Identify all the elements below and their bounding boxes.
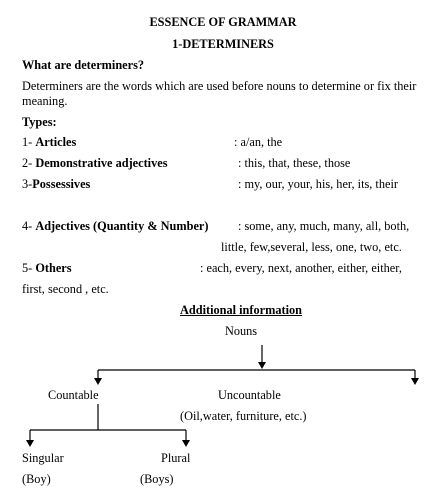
question-heading: What are determiners?: [22, 58, 145, 72]
definition-line-2: meaning.: [22, 94, 68, 108]
type-name: Demonstrative adjectives: [35, 156, 168, 170]
type-name: Articles: [35, 135, 77, 149]
tree-node-singular: Singular: [22, 451, 64, 465]
type-examples-adjectives-line2: little, few,several, less, one, two, etc.: [221, 240, 402, 254]
type-number: 3-: [22, 177, 33, 191]
tree-node-countable: Countable: [48, 388, 99, 402]
plural-example: (Boys): [140, 472, 174, 486]
type-examples-articles: : a/an, the: [234, 135, 283, 149]
definition-line-1: Determiners are the words which are used before nouns to determine or fix their: [22, 79, 417, 93]
type-number: 2-: [22, 156, 36, 170]
type-name: Possessives: [32, 177, 91, 191]
type-examples-demonstrative: : this, that, these, those: [238, 156, 351, 170]
tree-node-uncountable: Uncountable: [218, 388, 281, 402]
additional-heading: Additional information: [180, 303, 302, 317]
type-examples-possessives: : my, our, your, his, her, its, their: [238, 177, 398, 191]
tree-root-nouns: Nouns: [224, 324, 258, 338]
arrowhead-countable: [94, 378, 102, 385]
type-number: 1-: [22, 135, 36, 149]
type-examples-others: : each, every, next, another, either, either,: [200, 261, 402, 275]
arrowhead-root: [258, 362, 266, 369]
arrowhead-plural: [182, 440, 190, 447]
type-examples-adjectives: : some, any, much, many, all, both,: [238, 219, 410, 233]
section-title: 1-DETERMINERS: [172, 37, 274, 51]
uncountable-examples: (Oil,water, furniture, etc.): [180, 409, 307, 423]
singular-example: (Boy): [22, 472, 51, 486]
arrowhead-right: [411, 378, 419, 385]
tree-node-plural: Plural: [161, 451, 191, 465]
type-number: 4-: [22, 219, 36, 233]
type-number: 5-: [22, 261, 36, 275]
arrowhead-singular: [26, 440, 34, 447]
type-name: Adjectives (Quantity & Number): [35, 219, 209, 233]
document-title: ESSENCE OF GRAMMAR: [149, 15, 297, 29]
type-name: Others: [35, 261, 72, 275]
types-heading: Types:: [22, 115, 57, 129]
type-examples-others-line2: first, second , etc.: [22, 282, 109, 296]
